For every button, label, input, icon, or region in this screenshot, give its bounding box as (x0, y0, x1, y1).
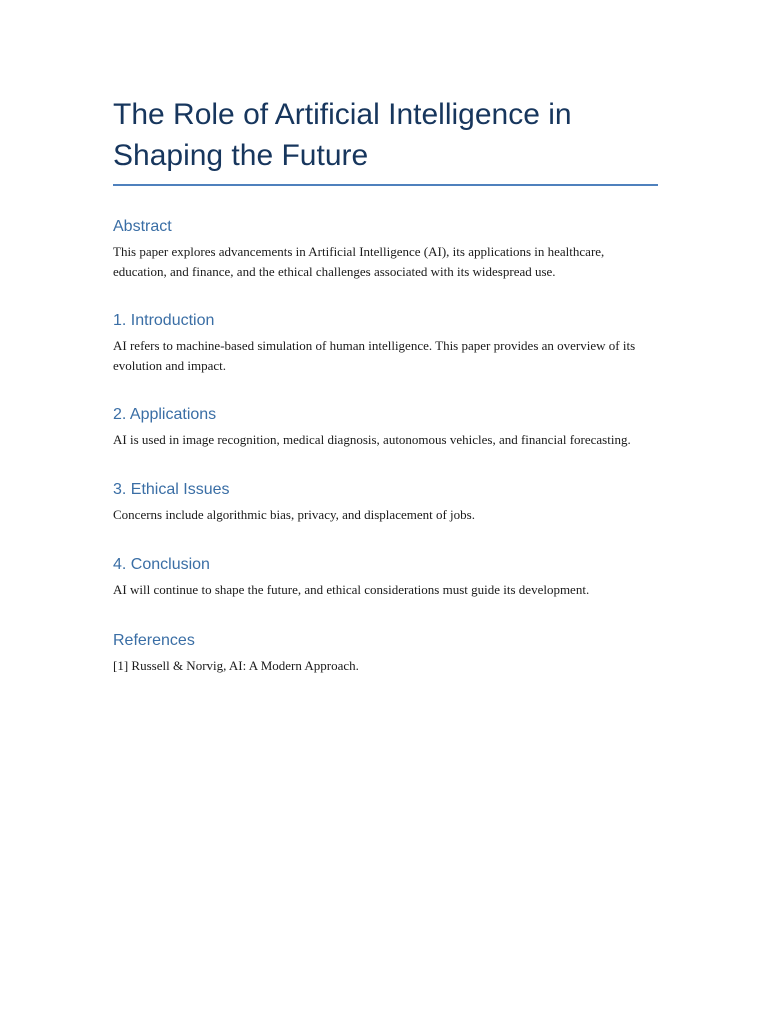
conclusion-body: AI will continue to shape the future, and ethical considerations must guide its development. (113, 582, 590, 597)
document-title (113, 94, 658, 186)
abstract-heading: Abstract (113, 218, 172, 235)
abstract-body: This paper explores advancements in Artificial Intelligence (AI), its applications in healthcare, education, and finance, and the ethical challenges associated with its widespread use. (113, 244, 605, 279)
ethical-issues-heading: 3. Ethical Issues (113, 480, 230, 498)
reference-item: [1] Russell & Norvig, AI: A Modern Approach. (113, 657, 359, 673)
introduction-section (113, 310, 658, 375)
abstract-section (113, 216, 658, 281)
ethical-issues-section (113, 479, 658, 525)
applications-section (113, 404, 658, 450)
references-heading: References (113, 631, 195, 649)
document-page (113, 94, 658, 675)
introduction-body: AI refers to machine-based simulation of human intelligence. This paper provides an overview of its evolution and impact. (113, 338, 636, 373)
applications-heading: 2. Applications (113, 406, 217, 423)
conclusion-heading: 4. Conclusion (113, 556, 210, 573)
conclusion-section (113, 554, 658, 600)
references-section (113, 630, 658, 676)
introduction-heading: 1. Introduction (113, 312, 215, 329)
title-line-1: The Role of Artificial Intelligence in (113, 98, 572, 131)
ethical-issues-body: Concerns include algorithmic bias, privacy, and displacement of jobs. (113, 506, 475, 522)
applications-body: AI is used in image recognition, medical diagnosis, autonomous vehicles, and financial forecasting. (113, 432, 631, 447)
title-line-2: Shaping the Future (113, 139, 369, 172)
